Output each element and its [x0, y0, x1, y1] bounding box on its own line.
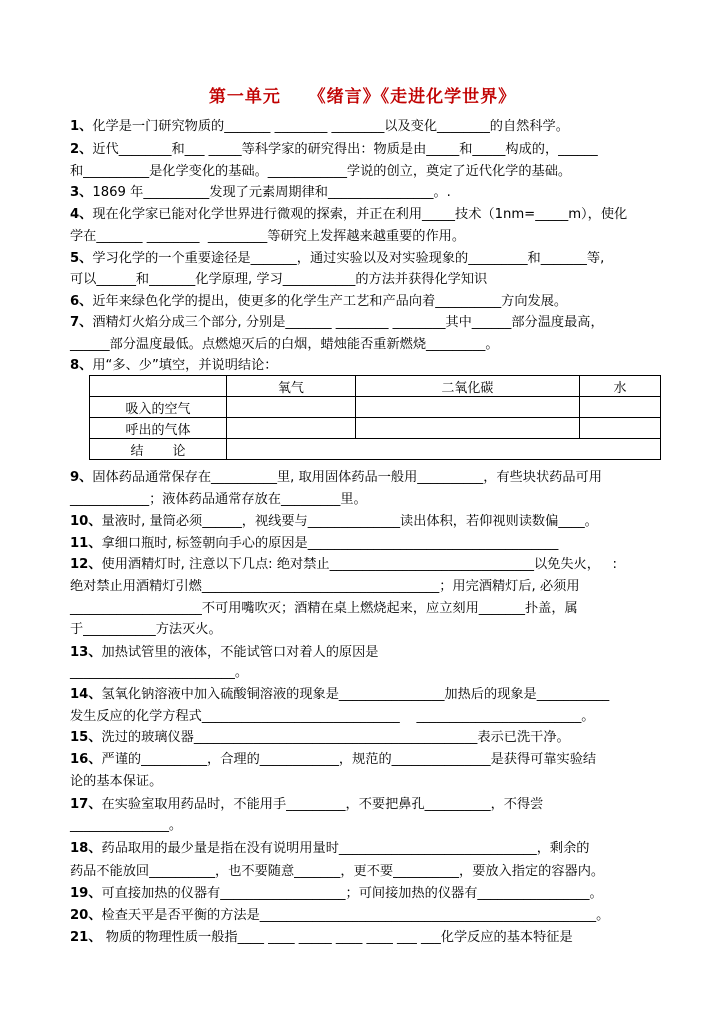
question-line: [70, 184, 451, 202]
question-line: [70, 228, 465, 246]
question-text: ____________；液体药品通常存放在_________里。: [70, 492, 367, 507]
question-text: 量液时, 量筒必须______，视线要与______________读出体积，若仰视则读数偏____。: [101, 514, 598, 529]
table-header-cell: [90, 376, 227, 397]
question-number: 20、: [70, 908, 102, 923]
question-line: [70, 796, 543, 814]
question-line: [70, 907, 609, 925]
question-line: [70, 513, 598, 531]
question-text: 药品不能放回__________，也不要随意_______，更不要__________，要放入指定的容器内。: [70, 864, 605, 879]
question-text: 在实验室取用药品时，不能用手_________，不要把鼻孔__________，不得尝: [101, 797, 544, 812]
question-number: 10、: [70, 514, 102, 529]
question-line: [70, 556, 617, 574]
table-cell[interactable]: [580, 418, 661, 439]
question-line: [70, 250, 604, 268]
question-line: [70, 336, 499, 354]
question-text: 用“多、少”填空，并说明结论：: [92, 358, 278, 373]
question-text: 物质的物理性质一般指____ ____ _____ ____ ____ ___ ___化学反应的基本特征是: [101, 930, 573, 945]
question-line: [70, 664, 248, 682]
question-text: 于___________方法灭火。: [70, 622, 222, 637]
question-number: 6、: [70, 294, 93, 309]
question-line: [70, 885, 603, 903]
question-number: 18、: [70, 841, 102, 856]
question-line: [70, 491, 367, 509]
table-cell[interactable]: [227, 397, 356, 418]
question-line: [70, 600, 578, 618]
question-text: 氢氧化钠溶液中加入硫酸铜溶液的现象是________________加热后的现象是___________: [101, 687, 610, 702]
question-line: [70, 751, 596, 769]
question-line: [70, 817, 182, 835]
question-number: 17、: [70, 797, 102, 812]
question-line: [70, 578, 580, 596]
question-number: 13、: [70, 645, 102, 660]
question-text: 酒精灯火焰分成三个部分, 分别是_______ ________ ________其中______部分温度最高，: [92, 315, 604, 330]
question-line: [70, 163, 571, 181]
question-line: [70, 271, 487, 289]
table-cell[interactable]: [580, 397, 661, 418]
question-text: 1869 年__________发现了元素周期律和________________。.: [92, 185, 451, 200]
question-text: ____________________不可用嘴吹灭；酒精在桌上燃烧起来，应立刻用_______扑盖，属: [70, 601, 578, 616]
question-line: [70, 469, 602, 487]
question-text: 固体药品通常保存在__________里, 取用固体药品一般用__________，有些块状药品可用: [92, 470, 602, 485]
question-line: [70, 357, 277, 375]
question-number: 15、: [70, 730, 102, 745]
table-header-cell: 氧气: [227, 376, 356, 397]
question-line: [70, 206, 627, 224]
question-text: 近代________和___ _____等科学家的研究得出：物质是由_____和_____构成的，______: [92, 142, 598, 157]
table-row-label: 吸入的空气: [90, 397, 227, 418]
question-text: 和__________是化学变化的基础。____________学说的创立，奠定了近代化学的基础。: [70, 164, 572, 179]
question-number: 14、: [70, 687, 102, 702]
fill-table: [89, 375, 661, 460]
question-number: 4、: [70, 207, 93, 222]
question-line: [70, 840, 589, 858]
question-line: [70, 773, 162, 791]
question-text: 发生反应的化学方程式______________________________ _________________________。: [70, 709, 595, 724]
question-text: 严谨的__________，合理的____________，规范的_______________是获得可靠实验结: [101, 752, 597, 767]
question-text: _________________________。: [70, 665, 249, 680]
question-line: [70, 686, 609, 704]
question-line: [70, 118, 569, 136]
question-text: 现在化学家已能对化学世界进行微观的探索，并正在利用_____技术（1nm=_____m），使化: [92, 207, 628, 222]
question-number: 19、: [70, 886, 102, 901]
question-text: _______________。: [70, 818, 183, 833]
question-text: 药品取用的最少量是指在没有说明用量时______________________________，剩余的: [101, 841, 590, 856]
table-row-label: 结 论: [90, 439, 227, 460]
question-number: 12、: [70, 557, 102, 572]
question-line: [70, 535, 558, 553]
question-number: 1、: [70, 119, 93, 134]
question-line: [70, 141, 598, 159]
question-text: 学在_______ ________ _________等研究上发挥越来越重要的作用。: [70, 229, 466, 244]
question-number: 3、: [70, 185, 93, 200]
question-number: 7、: [70, 315, 93, 330]
question-line: [70, 729, 570, 747]
question-text: 绝对禁止用酒精灯引燃____________________________________；用完酒精灯后, 必须用: [70, 579, 580, 594]
question-text: 检查天平是否平衡的方法是___________________________________________________。: [101, 908, 610, 923]
question-line: [70, 708, 595, 726]
table-row: [90, 439, 661, 460]
question-number: 9、: [70, 470, 93, 485]
question-line: [70, 621, 222, 639]
question-line: [70, 314, 604, 332]
table-cell[interactable]: [227, 439, 661, 460]
question-line: [70, 929, 573, 947]
question-text: 拿细口瓶时, 标签朝向手心的原因是______________________________________: [101, 536, 559, 551]
question-line: [70, 863, 604, 881]
table-header-cell: 水: [580, 376, 661, 397]
question-number: 5、: [70, 251, 93, 266]
table-header-row: [90, 376, 661, 397]
question-text: 化学是一门研究物质的_______ ________ ________以及变化________的自然科学。: [92, 119, 569, 134]
question-line: [70, 644, 378, 662]
table-cell[interactable]: [227, 418, 356, 439]
question-number: 11、: [70, 536, 102, 551]
question-text: 可直接加热的仪器有___________________；可间接加热的仪器有_________________。: [101, 886, 603, 901]
page-title: 第一单元 《绪言》《走进化学世界》: [208, 87, 517, 107]
question-number: 2、: [70, 142, 93, 157]
question-text: 近年来绿色化学的提出，使更多的化学生产工艺和产品向着__________方向发展。: [92, 294, 568, 309]
question-text: ______部分温度最低。点燃熄灭后的白烟，蜡烛能否重新燃烧_________。: [70, 337, 499, 352]
table-cell[interactable]: [355, 418, 579, 439]
question-text: 学习化学的一个重要途径是_______，通过实验以及对实验现象的_________和_______等,: [92, 251, 605, 266]
question-text: 使用酒精灯时, 注意以下几点: 绝对禁止_______________________________以免失火， :: [101, 557, 617, 572]
question-text: 加热试管里的液体，不能试管口对着人的原因是: [101, 645, 379, 660]
table-row-label: 呼出的气体: [90, 418, 227, 439]
question-number: 16、: [70, 752, 102, 767]
table-header-cell: 二氧化碳: [355, 376, 579, 397]
table-row: [90, 418, 661, 439]
question-line: [70, 293, 567, 311]
question-text: 论的基本保证。: [70, 774, 163, 789]
table-cell[interactable]: [355, 397, 579, 418]
question-number: 21、: [70, 930, 102, 945]
table-row: [90, 397, 661, 418]
question-number: 8、: [70, 358, 93, 373]
question-text: 洗过的玻璃仪器___________________________________________表示已洗干净。: [101, 730, 570, 745]
question-text: 可以______和_______化学原理, 学习___________的方法并获得化学知识: [70, 272, 488, 287]
